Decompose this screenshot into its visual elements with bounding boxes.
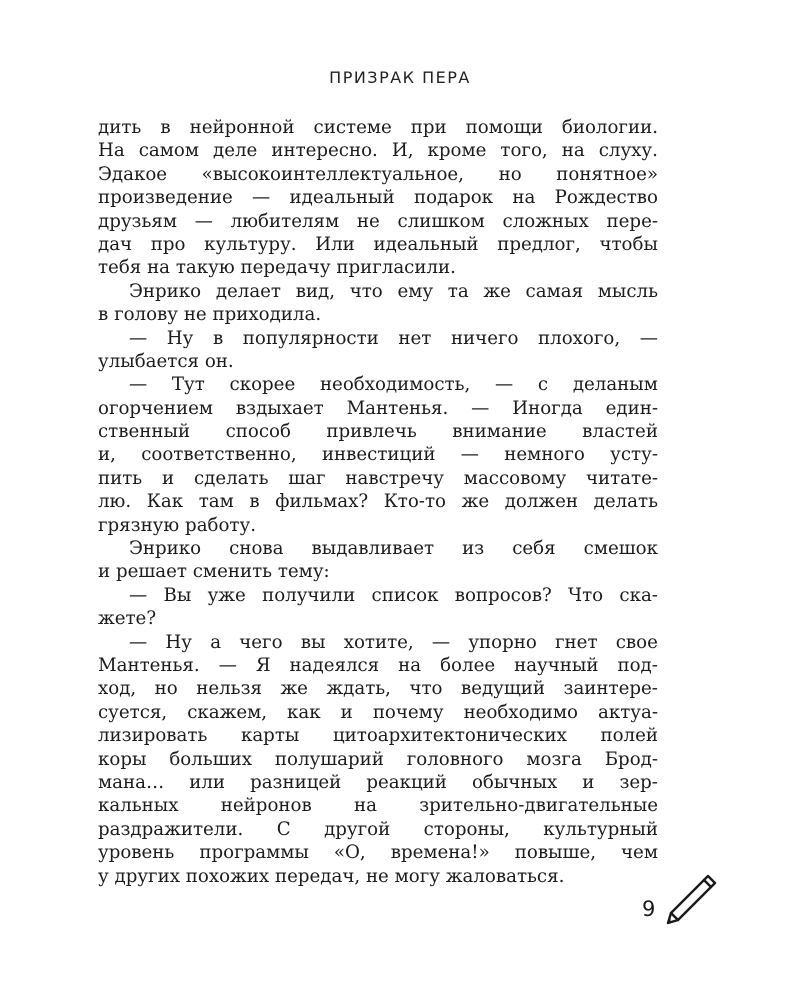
word: времена!» <box>390 842 490 864</box>
word: научный <box>514 654 599 676</box>
word: почему <box>372 701 444 723</box>
word: голову <box>114 304 178 326</box>
page-number: 9 <box>642 897 656 921</box>
body-text <box>98 116 658 888</box>
word: ход, <box>98 678 137 700</box>
word: огорчением <box>98 397 214 419</box>
word: подарок <box>413 187 494 209</box>
word: слуху. <box>598 140 658 162</box>
word: шаг <box>288 467 326 489</box>
word: пить <box>98 467 143 489</box>
word: Брод- <box>604 748 658 770</box>
word: навстречу <box>345 467 444 489</box>
word: идеальный <box>289 187 395 209</box>
word: передачу <box>240 257 331 279</box>
word: раздражители. <box>98 818 244 840</box>
word: про <box>150 233 186 255</box>
word: нейронной <box>189 117 295 138</box>
word: заинтере- <box>563 678 658 700</box>
word: — <box>471 397 490 419</box>
word: суется, <box>98 701 168 723</box>
word: вздыхает <box>235 397 324 419</box>
word: Что <box>568 584 604 606</box>
word: — <box>129 631 148 653</box>
word: улыбается <box>98 350 200 372</box>
word: дить <box>98 117 142 138</box>
word: Я <box>255 654 271 676</box>
word: тебя <box>98 257 142 279</box>
word: в <box>249 491 260 513</box>
word: же <box>461 491 490 513</box>
word: необходимо <box>463 701 578 723</box>
word: хотите, <box>343 631 414 653</box>
word: самая <box>525 280 584 302</box>
word: Ну <box>166 327 194 349</box>
word: грязную <box>98 514 180 536</box>
word: сложных <box>502 210 589 232</box>
word: Ну <box>165 631 192 653</box>
word: любителям <box>230 210 340 232</box>
word: такую <box>175 257 235 279</box>
word: реакций <box>366 771 447 793</box>
word: работу. <box>185 514 256 536</box>
word: чем <box>621 842 658 864</box>
word: зрительно-двигательные <box>419 795 658 817</box>
word: других <box>114 865 180 887</box>
text-line <box>98 818 658 841</box>
text-line <box>98 163 658 186</box>
word: скорее <box>229 374 296 396</box>
word: или <box>189 771 226 793</box>
word: соответственно, <box>141 444 297 466</box>
pen-icon <box>664 870 720 926</box>
word: деле <box>213 140 258 162</box>
word: мозга <box>526 748 582 770</box>
text-line <box>98 865 658 888</box>
word: на <box>398 654 422 676</box>
word: — <box>639 327 658 349</box>
text-line <box>98 116 658 139</box>
word: не <box>365 865 389 887</box>
word: системе <box>313 117 392 138</box>
word: пригласили. <box>336 257 456 279</box>
word: — <box>431 631 451 653</box>
word: что <box>349 280 383 302</box>
word: на <box>353 795 377 817</box>
running-head: ПРИЗРАК ПЕРА <box>329 68 471 87</box>
text-line <box>98 607 658 630</box>
word: культурный <box>543 818 658 840</box>
word: фильмах? <box>275 491 369 513</box>
word: слишком <box>397 210 485 232</box>
word: немного <box>504 444 585 466</box>
word: у <box>98 865 109 887</box>
text-line <box>98 210 658 233</box>
word: деланым <box>572 374 658 396</box>
word: же <box>280 678 308 700</box>
word: и <box>582 771 595 793</box>
word: произведение <box>98 187 233 209</box>
text-line <box>98 677 658 700</box>
word: гнет <box>555 631 598 653</box>
word: нельзя <box>196 678 262 700</box>
word: пере- <box>606 210 658 232</box>
text-line <box>98 303 658 326</box>
text-line <box>98 397 658 420</box>
word: головного <box>406 748 504 770</box>
word: снова <box>229 538 284 560</box>
word: идеальный <box>373 233 479 255</box>
word: вы <box>300 631 326 653</box>
word: интересно. <box>271 140 378 162</box>
word: популярности <box>242 327 379 349</box>
word: ему <box>397 280 434 302</box>
word: — <box>129 584 148 606</box>
word: должен <box>504 491 579 513</box>
word: — <box>252 187 271 209</box>
word: усту- <box>610 444 658 466</box>
word: что <box>409 678 443 700</box>
word: и <box>98 561 111 583</box>
word: приходила. <box>212 304 322 326</box>
text-line <box>98 560 658 583</box>
word: способ <box>225 421 291 443</box>
word: Кто-то <box>383 491 446 513</box>
word: но <box>154 678 178 700</box>
text-line <box>98 701 658 724</box>
word: Или <box>315 233 355 255</box>
word: себя <box>512 538 556 560</box>
word: лизировать <box>98 725 208 747</box>
word: И, <box>391 140 414 162</box>
word: дач <box>98 233 133 255</box>
word: Тут <box>171 374 205 396</box>
word: и <box>340 701 353 723</box>
word: массовому <box>463 467 567 489</box>
word: делать <box>593 491 658 513</box>
text-line <box>98 139 658 162</box>
word: цитоархитектонических <box>332 725 567 747</box>
word: в <box>212 327 224 349</box>
word: биологии. <box>561 117 658 138</box>
text-line <box>98 514 658 537</box>
word: но <box>498 163 522 185</box>
word: и, <box>98 444 116 466</box>
word: Эдакое <box>98 163 168 185</box>
text-line <box>98 748 658 771</box>
word: кальных <box>98 795 179 817</box>
word: получили <box>262 584 356 606</box>
word: Вы <box>163 584 192 606</box>
word: карты <box>240 725 300 747</box>
word: тему: <box>277 561 330 583</box>
word: понятное» <box>556 163 658 185</box>
word: та <box>447 280 469 302</box>
word: внимание <box>452 421 547 443</box>
word: нейронов <box>220 795 312 817</box>
word: нет <box>398 327 432 349</box>
word: предлог, <box>497 233 581 255</box>
word: инвестиций <box>321 444 436 466</box>
word: ска- <box>619 584 658 606</box>
word: программы <box>199 842 309 864</box>
text-line <box>98 373 658 396</box>
text-line <box>98 186 658 209</box>
text-line <box>98 280 658 303</box>
word: на <box>561 140 585 162</box>
text-line <box>98 490 658 513</box>
word: самом <box>138 140 200 162</box>
word: на <box>512 187 536 209</box>
word: Мантенья. <box>346 397 449 419</box>
word: — <box>194 210 213 232</box>
word: — <box>129 374 148 396</box>
word: Иногда <box>512 397 583 419</box>
word: того, <box>500 140 548 162</box>
text-line <box>98 420 658 443</box>
word: жаловаться. <box>445 865 565 887</box>
word: передач, <box>274 865 361 887</box>
word: Как <box>146 491 184 513</box>
word: могу <box>394 865 440 887</box>
word: делает <box>215 280 281 302</box>
word: вид, <box>295 280 336 302</box>
word: «О, <box>333 842 366 864</box>
word: надеялся <box>289 654 380 676</box>
word: не <box>183 304 207 326</box>
word: полушарий <box>274 748 384 770</box>
word: и <box>162 467 175 489</box>
text-line <box>98 256 658 279</box>
word: свое <box>615 631 658 653</box>
word: друзьям <box>98 210 177 232</box>
word: стороны, <box>423 818 510 840</box>
text-line <box>98 841 658 864</box>
word: уже <box>207 584 246 606</box>
word: Рождество <box>554 187 658 209</box>
word: более <box>440 654 496 676</box>
word: список <box>371 584 439 606</box>
text-line <box>98 443 658 466</box>
word: выдавливает <box>311 538 435 560</box>
text-line <box>98 537 658 560</box>
word: ничего <box>450 327 519 349</box>
word: един- <box>605 397 658 419</box>
word: сменить <box>192 561 273 583</box>
word: обычных <box>471 771 558 793</box>
word: культуру. <box>204 233 297 255</box>
word: разницей <box>250 771 342 793</box>
word: коры <box>98 748 147 770</box>
word: — <box>129 327 148 349</box>
word: привлечь <box>326 421 417 443</box>
word: уровень <box>98 842 175 864</box>
word: — <box>495 374 514 396</box>
word: На <box>98 140 125 162</box>
word: а <box>210 631 222 653</box>
word: смешок <box>583 538 658 560</box>
word: «высокоинтеллектуальное, <box>201 163 464 185</box>
text-line <box>98 584 658 607</box>
word: мана… <box>98 771 165 793</box>
word: лю. <box>98 491 132 513</box>
word: не <box>356 210 380 232</box>
text-line <box>98 327 658 350</box>
word: властей <box>582 421 658 443</box>
word: Энрико <box>129 280 202 302</box>
text-line <box>98 631 658 654</box>
word: актуа- <box>598 701 658 723</box>
word: жете? <box>98 608 157 630</box>
word: же <box>483 280 511 302</box>
word: на <box>147 257 171 279</box>
text-line <box>98 654 658 677</box>
word: мысль <box>597 280 658 302</box>
text-line <box>98 724 658 747</box>
word: решает <box>115 561 187 583</box>
word: — <box>460 444 479 466</box>
word: упорно <box>468 631 537 653</box>
word: скажем, <box>187 701 268 723</box>
word: под- <box>617 654 658 676</box>
word: больших <box>169 748 252 770</box>
word: в <box>160 117 171 138</box>
text-line <box>98 233 658 256</box>
word: зер- <box>619 771 658 793</box>
word: чего <box>239 631 283 653</box>
word: сделать <box>193 467 269 489</box>
word: С <box>276 818 291 840</box>
word: как <box>287 701 321 723</box>
word: похожих <box>185 865 270 887</box>
word: полей <box>600 725 658 747</box>
word: читате- <box>585 467 658 489</box>
word: Энрико <box>129 538 202 560</box>
word: чтобы <box>599 233 658 255</box>
text-line <box>98 467 658 490</box>
word: ждать, <box>326 678 391 700</box>
word: плохого, <box>538 327 621 349</box>
text-line <box>98 771 658 794</box>
word: ведущий <box>460 678 546 700</box>
text-line <box>98 794 658 817</box>
word: другой <box>324 818 391 840</box>
word: из <box>462 538 485 560</box>
word: Мантенья. <box>98 654 200 676</box>
word: вопросов? <box>454 584 552 606</box>
word: там <box>198 491 234 513</box>
word: повыше, <box>514 842 596 864</box>
word: — <box>218 654 237 676</box>
word: ственный <box>98 421 191 443</box>
word: кроме <box>427 140 487 162</box>
word: с <box>537 374 549 396</box>
word: при <box>410 117 447 138</box>
word: необходимость, <box>319 374 471 396</box>
word: в <box>98 304 109 326</box>
word: помощи <box>465 117 543 138</box>
text-line <box>98 350 658 373</box>
word: он. <box>204 350 234 372</box>
